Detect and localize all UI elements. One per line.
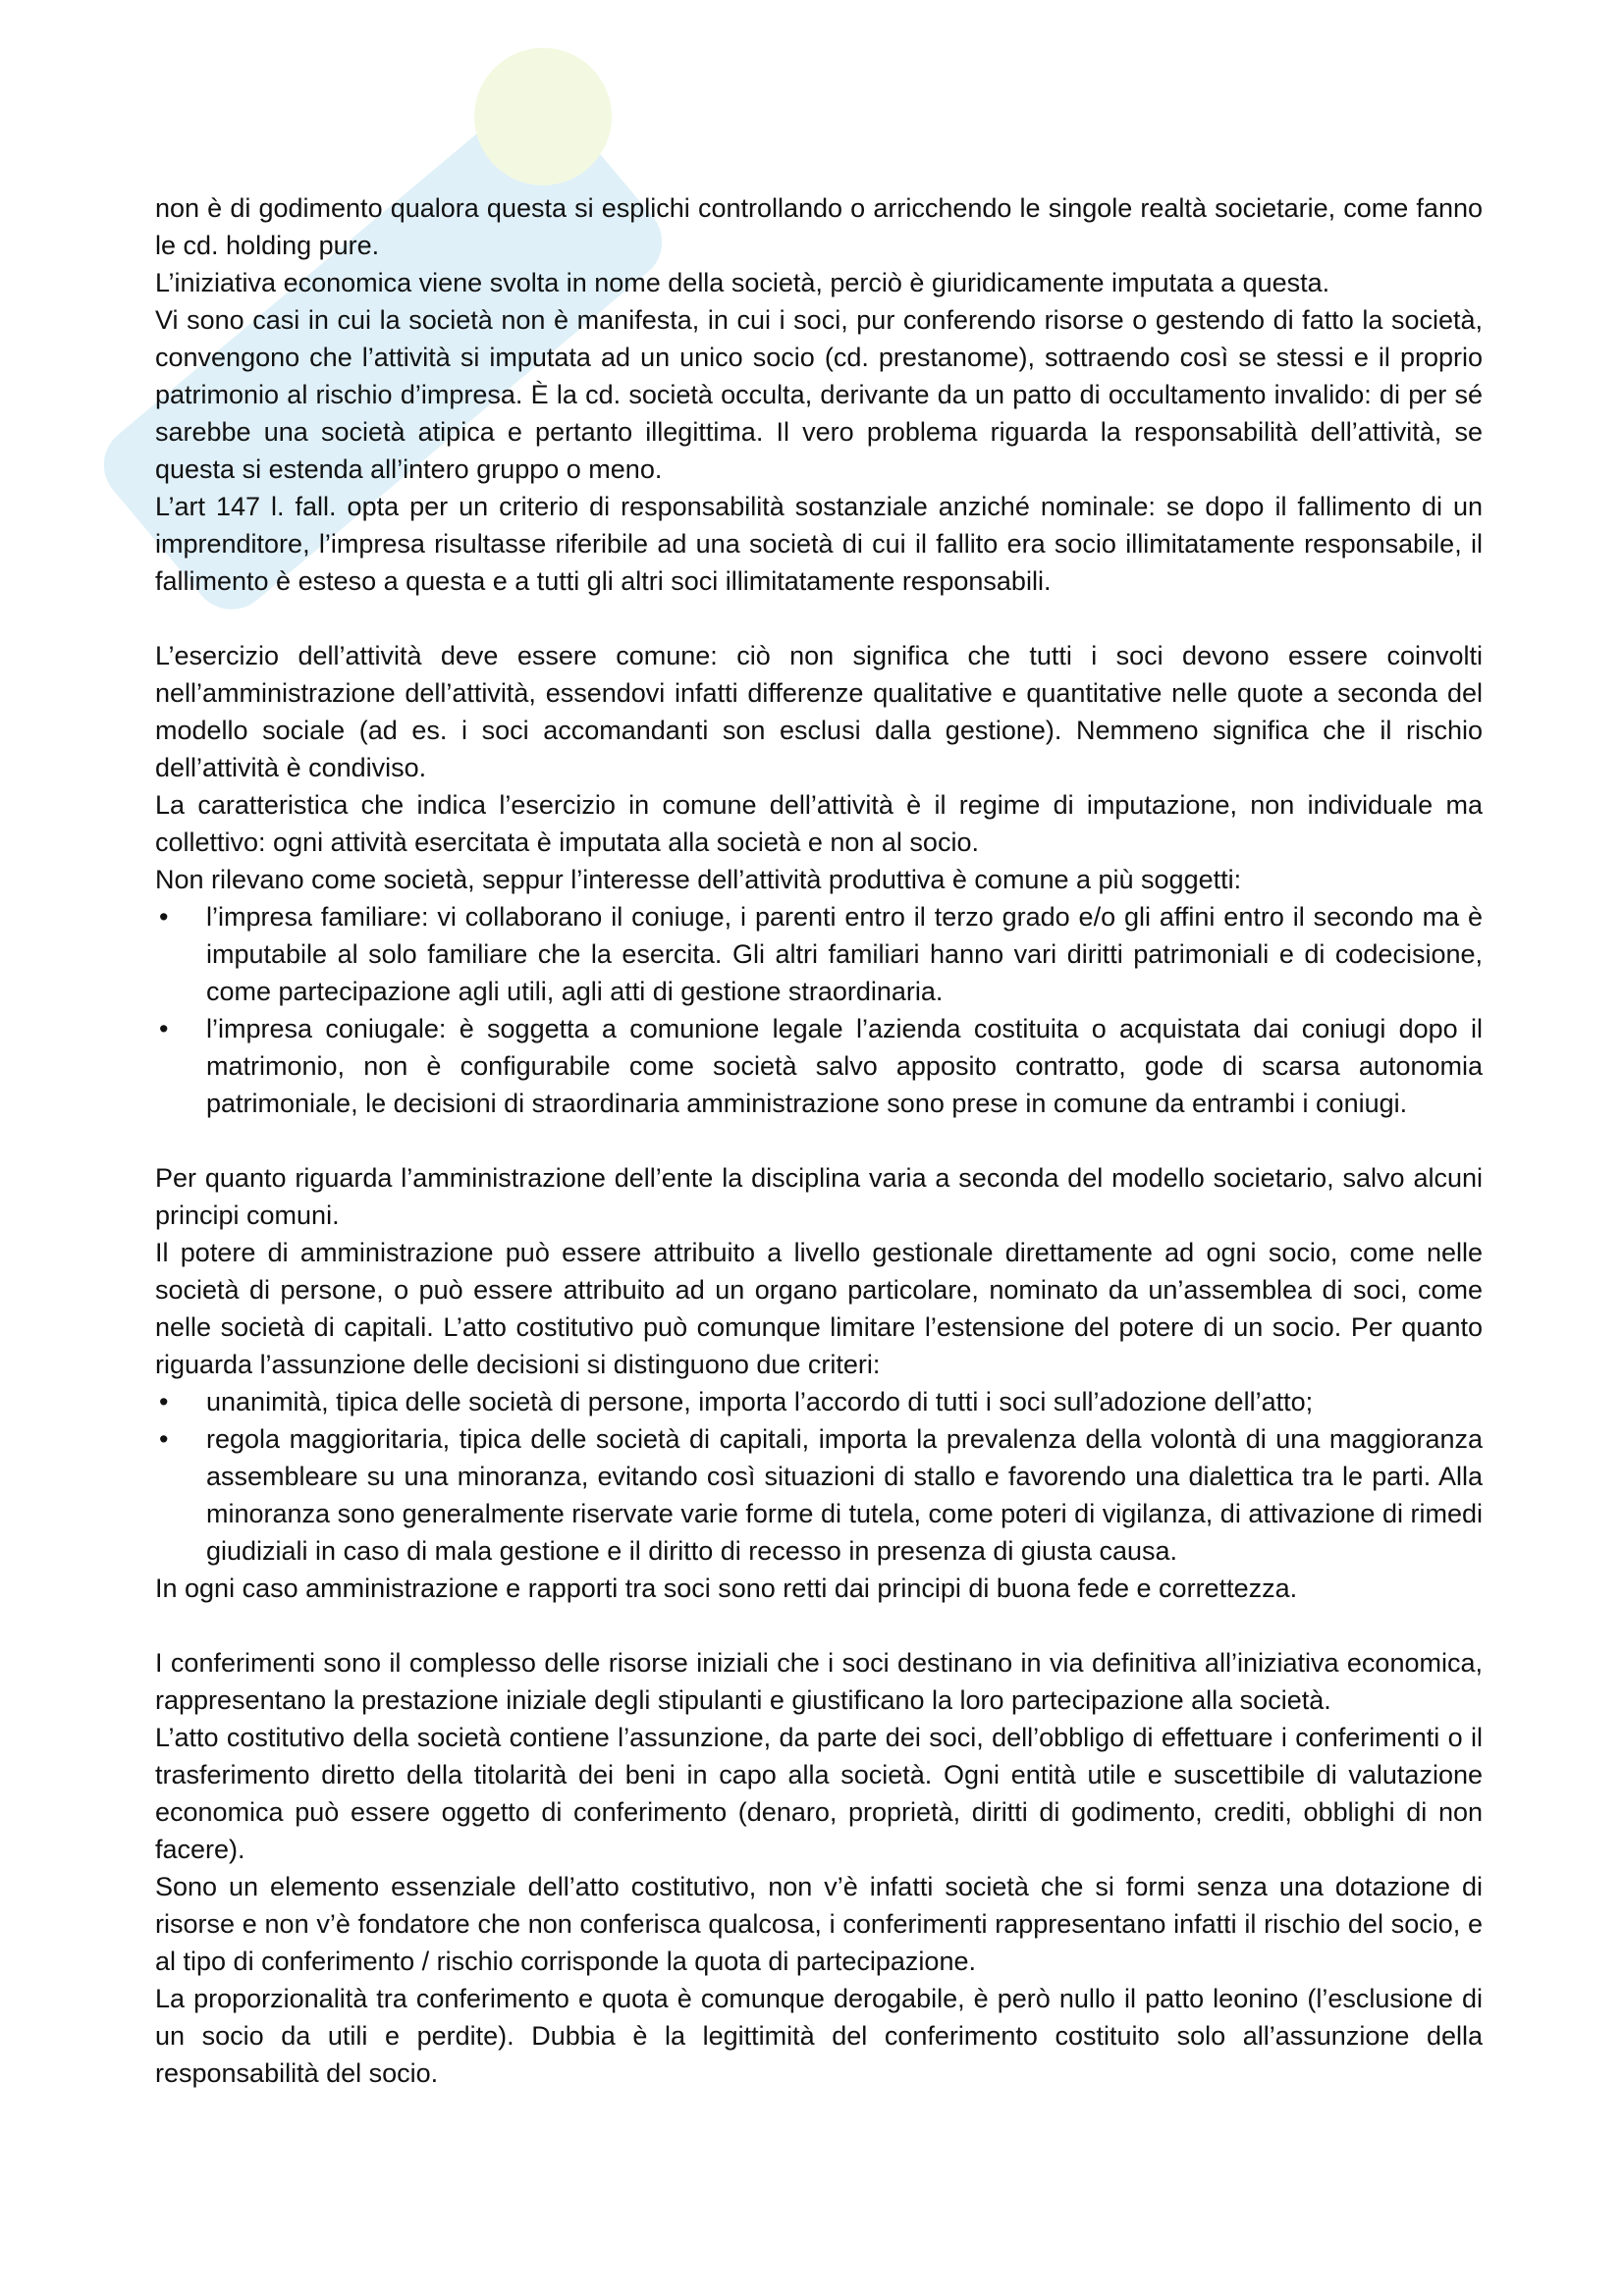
bullet-icon: •: [159, 902, 169, 932]
list-item: [155, 1420, 1483, 1570]
list-item-text: regola maggioritaria, tipica delle società di capitali, importa la prevalenza della volontà di una maggioranza assembleare su una minoranza, evitando così situazioni di stallo e favorendo una dialettica tra le parti. Alla minoranza sono generalmente riservate varie forme di tutela, come poteri di vigilanza, di attivazione di rimedi giudiziali in caso di mala gestione e il diritto di recesso in presenza di giusta causa.: [206, 1424, 1483, 1566]
paragraph: I conferimenti sono il complesso delle risorse iniziali che i soci destinano in via definitiva all’iniziativa economica, rappresentano la prestazione iniziale degli stipulanti e giustificano la loro partecipazione alla società.: [155, 1648, 1483, 1715]
paragraph: Per quanto riguarda l’amministrazione dell’ente la disciplina varia a seconda del modello societario, salvo alcuni principi comuni.: [155, 1163, 1483, 1230]
bullet-icon: •: [159, 1424, 169, 1454]
bullet-icon: •: [159, 1014, 169, 1043]
paragraph: La caratteristica che indica l’esercizio in comune dell’attività è il regime di imputazione, non individuale ma collettivo: ogni attività esercitata è imputata alla società e non al socio.: [155, 790, 1483, 857]
paragraph: In ogni caso amministrazione e rapporti tra soci sono retti dai principi di buona fede e correttezza.: [155, 1574, 1298, 1603]
list-item-text: unanimità, tipica delle società di persone, importa l’accordo di tutti i soci sull’adozione dell’atto;: [206, 1387, 1314, 1416]
paragraph: non è di godimento qualora questa si esplichi controllando o arricchendo le singole realtà societarie, come fanno le cd. holding pure.: [155, 193, 1483, 260]
paragraph: La proporzionalità tra conferimento e quota è comunque derogabile, è però nullo il patto leonino (l’esclusione di un socio da utili e perdite). Dubbia è la legittimità del conferimento costituito solo all’assunzione della responsabilità del socio.: [155, 1984, 1483, 2088]
bullet-list: [155, 898, 1483, 1122]
paragraph: L’esercizio dell’attività deve essere comune: ciò non significa che tutti i soci devono essere coinvolti nell’amministrazione dell’attività, essendovi infatti differenze qualitative e quantitative nelle quote a seconda del modello sociale (ad es. i soci accomandanti son esclusi dalla gestione). Nemmeno significa che il rischio dell’attività è condiviso.: [155, 641, 1483, 782]
bullet-icon: •: [159, 1387, 169, 1416]
bullet-list: [155, 1383, 1483, 1570]
list-item-text: l’impresa coniugale: è soggetta a comunione legale l’azienda costituita o acquistata dai coniugi dopo il matrimonio, non è configurabile come società salvo apposito contratto, gode di scarsa autonomia patrimoniale, le decisioni di straordinaria amministrazione sono prese in comune da entrambi i coniugi.: [206, 1014, 1483, 1118]
paragraph-gap: [155, 600, 1483, 637]
paragraph: L’iniziativa economica viene svolta in nome della società, perciò è giuridicamente imputata a questa.: [155, 268, 1330, 297]
paragraph: Non rilevano come società, seppur l’interesse dell’attività produttiva è comune a più soggetti:: [155, 865, 1242, 894]
paragraph: L’atto costitutivo della società contiene l’assunzione, da parte dei soci, dell’obbligo di effettuare i conferimenti o il trasferimento diretto della titolarità dei beni in capo alla società. Ogni entità utile e suscettibile di valutazione economica può essere oggetto di conferimento (denaro, proprietà, diritti di godimento, crediti, obblighi di non facere).: [155, 1723, 1483, 1864]
paragraph: Sono un elemento essenziale dell’atto costitutivo, non v’è infatti società che si formi senza una dotazione di risorse e non v’è fondatore che non conferisca qualcosa, i conferimenti rappresentano infatti il rischio del socio, e al tipo di conferimento / rischio corrisponde la quota di partecipazione.: [155, 1872, 1483, 1976]
paragraph: L’art 147 l. fall. opta per un criterio di responsabilità sostanziale anziché nominale: se dopo il fallimento di un imprenditore, l’impresa risultasse riferibile ad una società di cui il fallito era socio illimitatamente responsabile, il fallimento è esteso a questa e a tutti gli altri soci illimitatamente responsabili.: [155, 492, 1483, 596]
paragraph: Vi sono casi in cui la società non è manifesta, in cui i soci, pur conferendo risorse o gestendo di fatto la società, convengono che l’attività si imputata ad un unico socio (cd. prestanome), sottraendo così se stessi e il proprio patrimonio al rischio d’impresa. È la cd. società occulta, derivante da un patto di occultamento invalido: di per sé sarebbe una società atipica e pertanto illegittima. Il vero problema riguarda la responsabilità dell’attività, se questa si estenda all’intero gruppo o meno.: [155, 305, 1483, 484]
list-item: [155, 1010, 1483, 1122]
paragraph-gap: [155, 1607, 1483, 1644]
paragraph: Il potere di amministrazione può essere attribuito a livello gestionale direttamente ad ogni socio, come nelle società di persone, o può essere attribuito ad un organo particolare, nominato da un’assemblea di soci, come nelle società di capitali. L’atto costitutivo può comunque limitare l’estensione del potere di un socio. Per quanto riguarda l’assunzione delle decisioni si distinguono due criteri:: [155, 1238, 1483, 1379]
list-item-text: l’impresa familiare: vi collaborano il coniuge, i parenti entro il terzo grado e/o gli affini entro il secondo ma è imputabile al solo familiare che la esercita. Gli altri familiari hanno vari diritti patrimoniali e di codecisione, come partecipazione agli utili, agli atti di gestione straordinaria.: [206, 902, 1483, 1006]
document-body: [155, 189, 1483, 2092]
list-item: [155, 1383, 1483, 1420]
paragraph-gap: [155, 1122, 1483, 1159]
list-item: [155, 898, 1483, 1010]
